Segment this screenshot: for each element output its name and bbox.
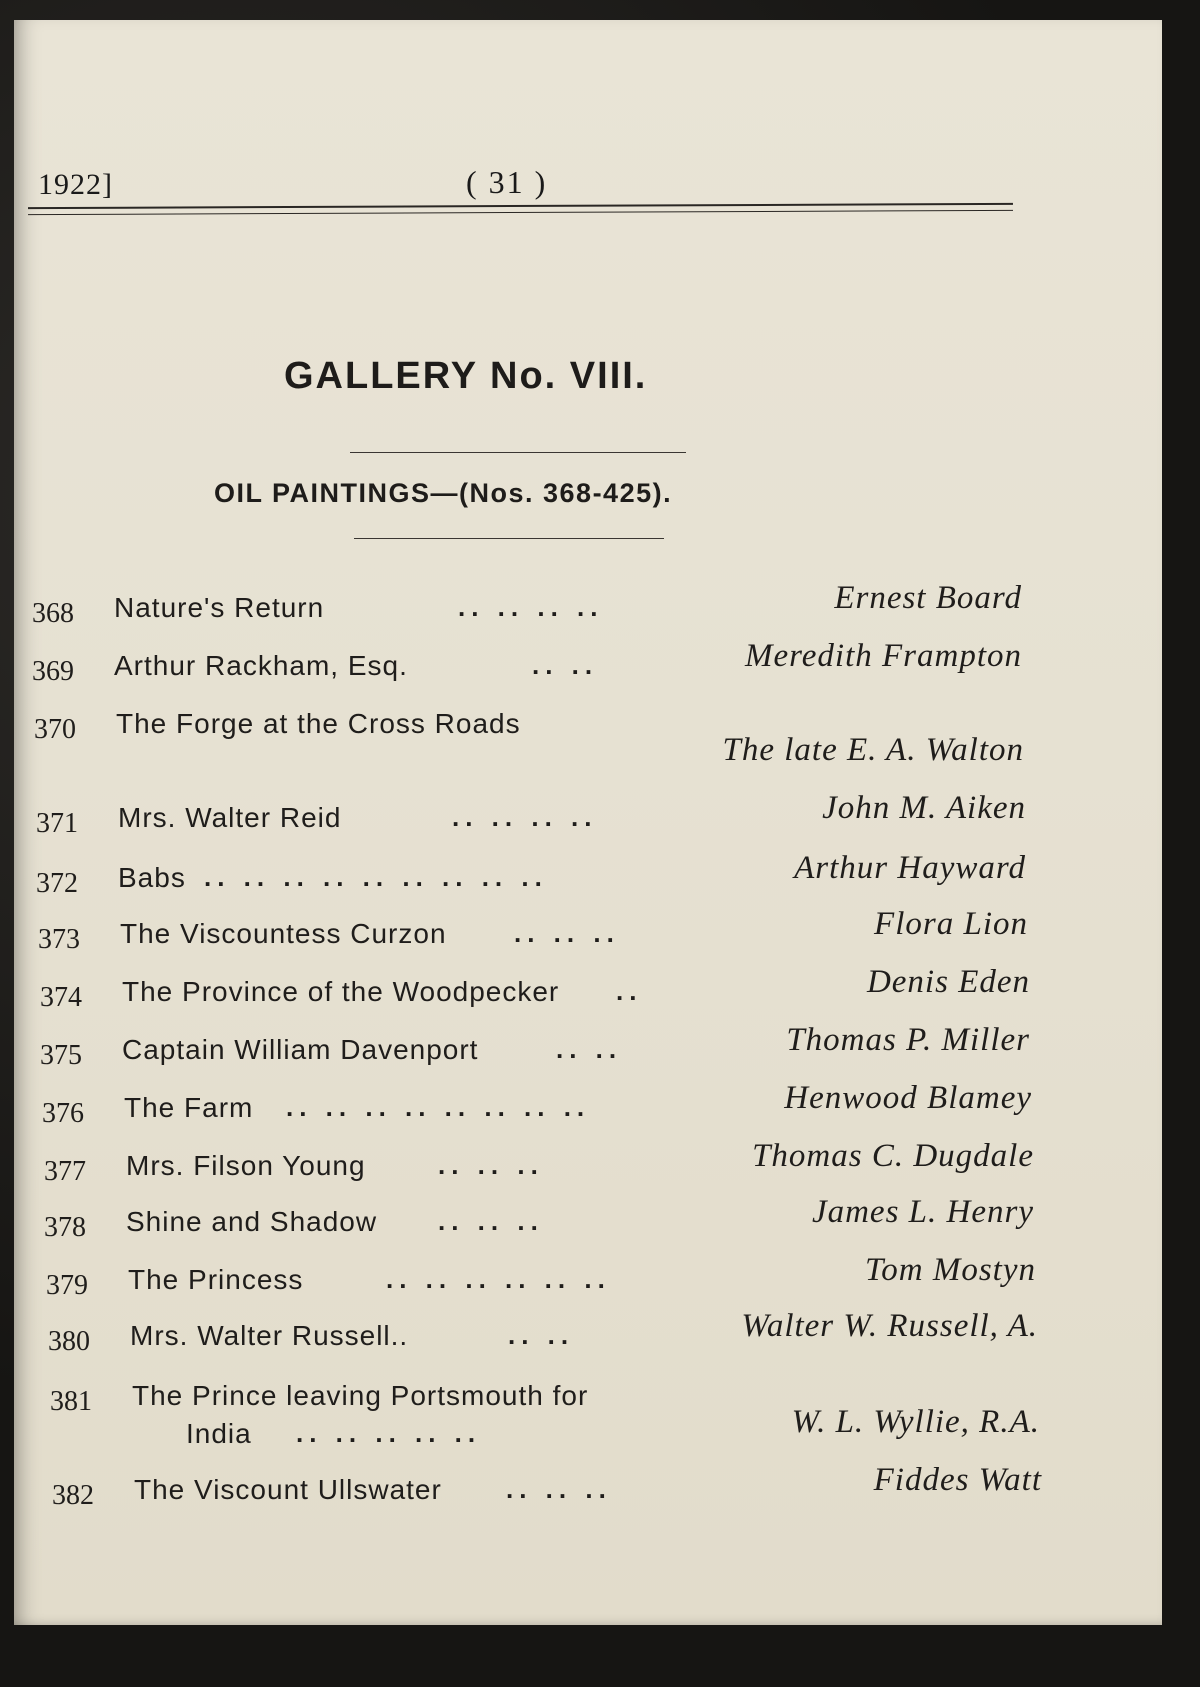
dot-leader: .. ..	[556, 1034, 623, 1064]
entry-number: 378	[44, 1212, 86, 1243]
dot-leader: .. .. ..	[438, 1150, 544, 1180]
entry-artist: Thomas C. Dugdale	[752, 1138, 1034, 1174]
title-rule-bottom	[354, 538, 664, 539]
catalogue-entry	[50, 1380, 1040, 1460]
entry-number: 371	[36, 808, 78, 839]
entry-title: The Farm	[124, 1092, 254, 1123]
entry-title: Babs	[118, 862, 186, 893]
entry-artist: Ernest Board	[834, 580, 1022, 616]
entry-number: 374	[40, 982, 82, 1013]
dot-leader: .. .. ..	[506, 1474, 612, 1504]
entry-artist: The late E. A. Walton	[722, 732, 1024, 768]
entry-number: 381	[50, 1386, 92, 1417]
entry-title: The Province of the Woodpecker	[122, 976, 560, 1007]
entry-artist: Meredith Frampton	[745, 638, 1022, 674]
entry-title: Captain William Davenport	[122, 1034, 479, 1065]
dot-leader: .. .. .. ..	[452, 802, 598, 832]
entry-number: 377	[44, 1156, 86, 1187]
running-head-year: 1922]	[38, 168, 113, 201]
dot-leader: .. .. .. .. .. ..	[386, 1264, 611, 1294]
dot-leader: .. ..	[532, 650, 599, 680]
entry-title-continued: India	[186, 1418, 252, 1449]
entry-title: Mrs. Filson Young	[126, 1150, 366, 1181]
entry-number: 372	[36, 868, 78, 899]
entry-title: The Forge at the Cross Roads	[116, 708, 521, 739]
entry-number: 376	[42, 1098, 84, 1129]
entry-artist: Fiddes Watt	[873, 1462, 1042, 1498]
dot-leader: .. .. ..	[438, 1206, 544, 1236]
entry-title: The Viscount Ullswater	[134, 1474, 442, 1505]
entry-title: Arthur Rackham, Esq.	[114, 650, 408, 681]
entry-title: Nature's Return	[114, 592, 325, 623]
catalogue-entry	[46, 1252, 1036, 1314]
catalogue-entry	[52, 1462, 1042, 1524]
entry-title: Mrs. Walter Reid	[118, 802, 342, 833]
double-rule	[28, 203, 1013, 215]
catalogue-page	[14, 20, 1162, 1625]
entry-number: 379	[46, 1270, 88, 1301]
entry-title: Shine and Shadow	[126, 1206, 378, 1237]
entry-artist: Tom Mostyn	[864, 1252, 1036, 1288]
dot-leader: .. .. .. .. .. .. .. .. ..	[204, 862, 548, 892]
entry-artist: James L. Henry	[811, 1194, 1034, 1230]
catalogue-entry	[40, 964, 1030, 1026]
entry-artist: Flora Lion	[874, 906, 1028, 942]
title-rule-top	[350, 452, 686, 453]
entry-number: 373	[38, 924, 80, 955]
entry-title: Mrs. Walter Russell..	[130, 1320, 409, 1351]
dot-leader: .. .. ..	[514, 918, 620, 948]
catalogue-entry	[32, 580, 1022, 642]
entry-title: The Prince leaving Portsmouth for	[132, 1380, 589, 1411]
dot-leader: .. .. .. ..	[458, 592, 604, 622]
catalogue-entry	[32, 638, 1022, 700]
catalogue-entry	[48, 1308, 1038, 1370]
entry-title: The Princess	[128, 1264, 304, 1295]
entry-number: 380	[48, 1326, 90, 1357]
catalogue-entry	[34, 708, 1024, 788]
entry-title: The Viscountess Curzon	[120, 918, 447, 949]
dot-leader: .. ..	[508, 1320, 575, 1350]
catalogue-entry	[44, 1138, 1034, 1200]
entry-artist: W. L. Wyllie, R.A.	[791, 1404, 1040, 1440]
entry-number: 368	[32, 598, 74, 629]
catalogue-entry	[40, 1022, 1030, 1084]
dot-leader: .. .. .. .. .. .. .. ..	[286, 1092, 591, 1122]
entry-artist: John M. Aiken	[822, 790, 1026, 826]
catalogue-entry	[42, 1080, 1032, 1142]
running-head	[26, 164, 1016, 204]
catalogue-entry	[36, 850, 1026, 912]
entry-number: 375	[40, 1040, 82, 1071]
entry-number: 370	[34, 714, 76, 745]
entry-artist: Thomas P. Miller	[786, 1022, 1030, 1058]
catalogue-entry	[38, 906, 1028, 968]
entry-artist: Henwood Blamey	[784, 1080, 1032, 1116]
catalogue-entry	[44, 1194, 1034, 1256]
catalogue-entry	[36, 790, 1026, 852]
entry-number: 382	[52, 1480, 94, 1511]
entry-artist: Denis Eden	[866, 964, 1030, 1000]
gallery-title: GALLERY No. VIII.	[284, 355, 648, 397]
entry-artist: Arthur Hayward	[794, 850, 1026, 886]
dot-leader: .. .. .. .. ..	[296, 1418, 482, 1448]
entry-artist: Walter W. Russell, A.	[741, 1308, 1038, 1344]
gallery-subtitle: OIL PAINTINGS—(Nos. 368-425).	[214, 478, 673, 508]
dot-leader: ..	[616, 976, 643, 1006]
entry-number: 369	[32, 656, 74, 687]
page-number: ( 31 )	[466, 164, 548, 200]
